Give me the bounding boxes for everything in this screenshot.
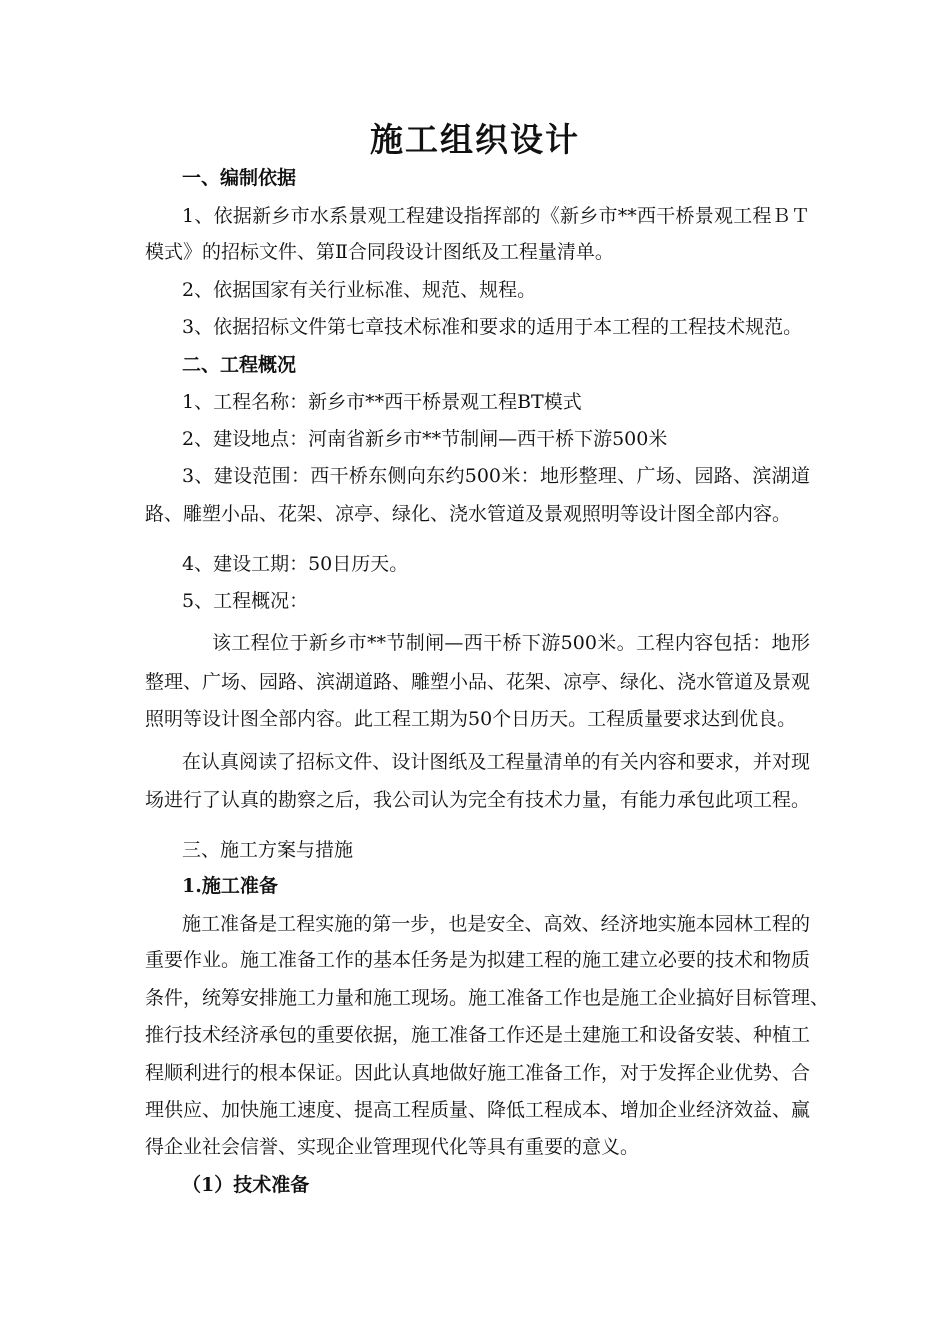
overview-item-3-line-2: 路、雕塑小品、花架、凉亭、绿化、浇水管道及景观照明等设计图全部内容。: [145, 503, 792, 525]
overview-item-4: 4、建设工期：50日历天。: [182, 553, 409, 575]
basis-item-1-line-2: 模式》的招标文件、第Ⅱ合同段设计图纸及工程量清单。: [145, 241, 614, 263]
section-heading-overview: 二、工程概况: [182, 354, 297, 376]
section-heading-basis: 一、编制依据: [182, 167, 297, 189]
preparation-para-line-1: 施工准备是工程实施的第一步，也是安全、高效、经济地实施本园林工程的: [182, 913, 810, 935]
overview-para-2-line-2: 场进行了认真的勘察之后，我公司认为完全有技术力量，有能力承包此项工程。: [145, 789, 811, 811]
basis-item-1-line-1: 1、依据新乡市水系景观工程建设指挥部的《新乡市**西干桥景观工程ＢＴ: [182, 205, 810, 227]
overview-para-2-line-1: 在认真阅读了招标文件、设计图纸及工程量清单的有关内容和要求，并对现: [182, 751, 810, 773]
preparation-para-line-7: 得企业社会信誉、实现企业管理现代化等具有重要的意义。: [145, 1136, 640, 1158]
overview-item-1: 1、工程名称：新乡市**西干桥景观工程BT模式: [182, 391, 582, 413]
document-title: 施工组织设计: [370, 120, 580, 159]
overview-item-3-line-1: 3、建设范围：西干桥东侧向东约500米：地形整理、广场、园路、滨湖道: [182, 465, 810, 487]
overview-para-1-line-2: 整理、广场、园路、滨湖道路、雕塑小品、花架、凉亭、绿化、浇水管道及景观: [145, 671, 811, 693]
basis-item-2: 2、依据国家有关行业标准、规范、规程。: [182, 279, 537, 301]
overview-para-1-line-1: 该工程位于新乡市**节制闸—西干桥下游500米。工程内容包括：地形: [212, 632, 810, 654]
subheading-technical-preparation: （1）技术准备: [182, 1174, 310, 1196]
preparation-para-line-2: 重要作业。施工准备工作的基本任务是为拟建工程的施工建立必要的技术和物质: [145, 949, 811, 971]
preparation-para-line-5: 程顺利进行的根本保证。因此认真地做好施工准备工作，对于发挥企业优势、合: [145, 1062, 811, 1084]
preparation-para-line-3: 条件，统筹安排施工力量和施工现场。施工准备工作也是施工企业搞好目标管理、: [145, 987, 830, 1009]
basis-item-3: 3、依据招标文件第七章技术标准和要求的适用于本工程的工程技术规范。: [182, 316, 803, 338]
preparation-para-line-4: 推行技术经济承包的重要依据，施工准备工作还是土建施工和设备安装、种植工: [145, 1024, 811, 1046]
overview-para-1-line-3: 照明等设计图全部内容。此工程工期为50个日历天。工程质量要求达到优良。: [145, 708, 797, 730]
section-heading-methods: 三、施工方案与措施: [182, 839, 354, 861]
overview-item-5: 5、工程概况：: [182, 590, 309, 612]
subheading-preparation: 1.施工准备: [182, 875, 278, 897]
overview-item-2: 2、建设地点：河南省新乡市**节制闸—西干桥下游500米: [182, 428, 668, 450]
preparation-para-line-6: 理供应、加快施工速度、提高工程质量、降低工程成本、增加企业经济效益、赢: [145, 1099, 811, 1121]
